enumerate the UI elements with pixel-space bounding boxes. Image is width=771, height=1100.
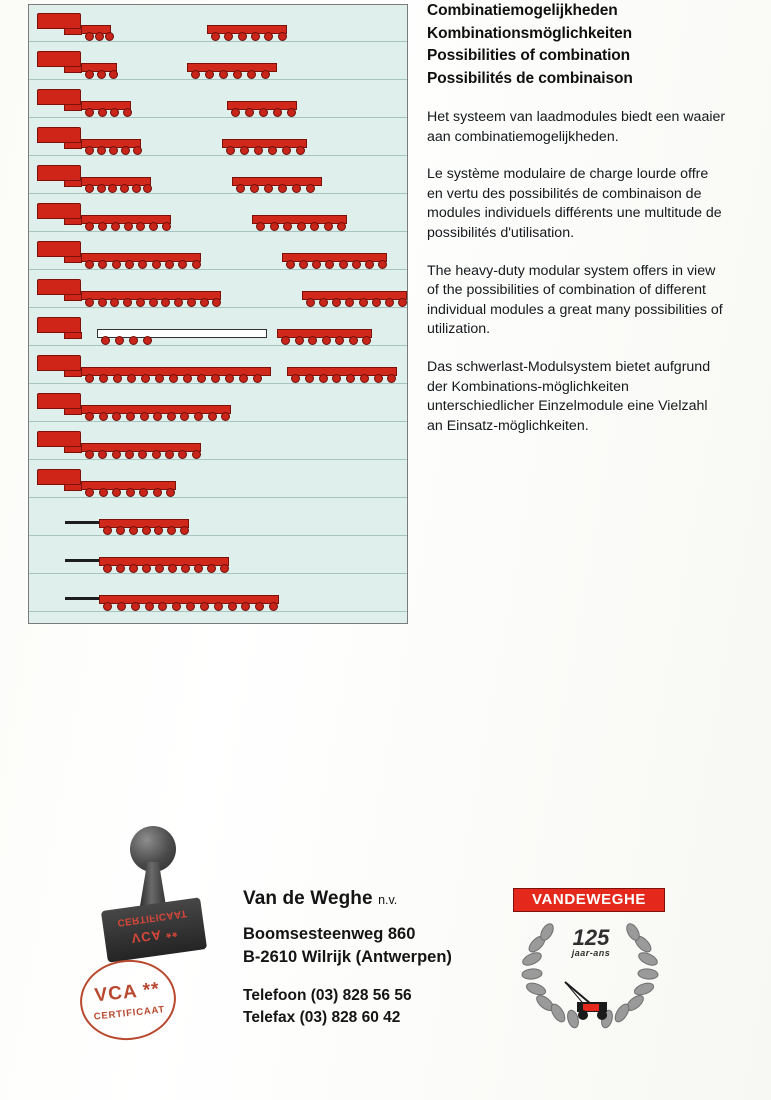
axle-wheel-icon: [180, 526, 189, 535]
axle-wheel-icon: [111, 222, 120, 231]
axle-wheel-icon: [141, 374, 150, 383]
axle-group: [101, 336, 157, 346]
axle-wheel-icon: [109, 70, 118, 79]
axle-wheel-icon: [116, 526, 125, 535]
axle-group: [85, 412, 235, 422]
axle-wheel-icon: [161, 298, 170, 307]
gooseneck-module: [37, 51, 81, 67]
combination-diagram-panel: [28, 4, 408, 624]
trailer-combination-row: [37, 239, 403, 269]
company-name: [243, 888, 503, 910]
axle-wheel-icon: [273, 108, 282, 117]
axle-wheel-icon: [181, 564, 190, 573]
gooseneck-module: [37, 393, 81, 409]
axle-wheel-icon: [127, 374, 136, 383]
axle-group: [103, 526, 193, 536]
axle-wheel-icon: [264, 184, 273, 193]
trailer-combination-row: [37, 277, 403, 307]
axle-wheel-icon: [145, 602, 154, 611]
vca-seal-sub: CERTIFICAAT: [93, 1004, 166, 1023]
axle-wheel-icon: [268, 146, 277, 155]
axle-group: [85, 450, 205, 460]
axle-wheel-icon: [162, 222, 171, 231]
axle-wheel-icon: [306, 298, 315, 307]
axle-group: [191, 70, 275, 80]
axle-wheel-icon: [287, 108, 296, 117]
paragraph-en: The heavy-duty modular system offers in view of the possibilities of combination of different individual modules a great many possibilities of utilization.: [427, 262, 723, 338]
axle-wheel-icon: [359, 298, 368, 307]
trailer-combination-row: [37, 353, 403, 383]
axle-wheel-icon: [349, 336, 358, 345]
axle-wheel-icon: [337, 222, 346, 231]
logo-banner: VANDEWEGHE: [513, 888, 665, 912]
vca-seal-main: VCA **: [93, 978, 161, 1007]
axle-group: [85, 298, 225, 308]
axle-wheel-icon: [332, 374, 341, 383]
gooseneck-module: [37, 355, 81, 371]
axle-wheel-icon: [85, 374, 94, 383]
axle-group: [226, 146, 310, 156]
gooseneck-module: [37, 127, 81, 143]
gooseneck-module: [37, 203, 81, 219]
headline-en: Possibilities of combination: [427, 47, 631, 64]
axle-wheel-icon: [129, 564, 138, 573]
axle-wheel-icon: [378, 260, 387, 269]
trailer-combination-row: [37, 467, 403, 497]
drawbar: [65, 597, 99, 600]
axle-wheel-icon: [152, 450, 161, 459]
axle-wheel-icon: [112, 412, 121, 421]
axle-wheel-icon: [324, 222, 333, 231]
axle-wheel-icon: [115, 336, 124, 345]
axle-wheel-icon: [292, 184, 301, 193]
axle-wheel-icon: [95, 32, 104, 41]
axle-wheel-icon: [85, 108, 94, 117]
axle-wheel-icon: [281, 336, 290, 345]
axle-wheel-icon: [112, 260, 121, 269]
axle-wheel-icon: [278, 184, 287, 193]
axle-wheel-icon: [224, 32, 233, 41]
anniversary-text: [541, 925, 641, 958]
axle-wheel-icon: [126, 412, 135, 421]
axle-group: [85, 146, 145, 156]
axle-wheel-icon: [254, 146, 263, 155]
axle-wheel-icon: [131, 602, 140, 611]
axle-wheel-icon: [117, 602, 126, 611]
axle-wheel-icon: [153, 488, 162, 497]
axle-group: [85, 222, 175, 232]
axle-wheel-icon: [99, 412, 108, 421]
axle-wheel-icon: [142, 564, 151, 573]
axle-wheel-icon: [140, 412, 149, 421]
axle-wheel-icon: [138, 260, 147, 269]
axle-group: [85, 374, 267, 384]
axle-wheel-icon: [166, 488, 175, 497]
vca-seal: [76, 955, 180, 1045]
axle-wheel-icon: [270, 222, 279, 231]
trailer-combination-row: [37, 505, 403, 535]
axle-wheel-icon: [278, 32, 287, 41]
axle-wheel-icon: [226, 146, 235, 155]
gooseneck-module: [37, 89, 81, 105]
axle-wheel-icon: [200, 602, 209, 611]
axle-wheel-icon: [299, 260, 308, 269]
axle-wheel-icon: [109, 146, 118, 155]
axle-wheel-icon: [129, 526, 138, 535]
axle-wheel-icon: [256, 222, 265, 231]
trailer-combination-row: [37, 49, 403, 79]
axle-wheel-icon: [225, 374, 234, 383]
drawbar: [65, 521, 99, 524]
axle-wheel-icon: [98, 108, 107, 117]
axle-wheel-icon: [85, 32, 94, 41]
axle-wheel-icon: [143, 336, 152, 345]
axle-wheel-icon: [110, 298, 119, 307]
axle-wheel-icon: [305, 374, 314, 383]
axle-wheel-icon: [197, 374, 206, 383]
axle-wheel-icon: [308, 336, 317, 345]
axle-wheel-icon: [186, 602, 195, 611]
axle-wheel-icon: [312, 260, 321, 269]
axle-wheel-icon: [332, 298, 341, 307]
axle-group: [85, 70, 121, 80]
paragraph-fr: Le système modulaire de charge lourde offre en vertu des possibilités de combinaison de modules individuels différents une multitude de possibilités d'utilisation.: [427, 166, 722, 241]
axle-group: [85, 488, 180, 498]
axle-wheel-icon: [123, 298, 132, 307]
axle-wheel-icon: [219, 70, 228, 79]
axle-wheel-icon: [325, 260, 334, 269]
company-name-text: Van de Weghe: [243, 888, 373, 909]
axle-wheel-icon: [132, 184, 141, 193]
gooseneck-module: [37, 165, 81, 181]
axle-wheel-icon: [228, 602, 237, 611]
axle-wheel-icon: [200, 298, 209, 307]
axle-wheel-icon: [385, 298, 394, 307]
trailer-combination-row: [37, 429, 403, 459]
axle-wheel-icon: [142, 526, 151, 535]
headline-block: [427, 0, 727, 90]
axle-wheel-icon: [85, 222, 94, 231]
axle-wheel-icon: [261, 70, 270, 79]
axle-wheel-icon: [85, 298, 94, 307]
axle-group: [85, 260, 205, 270]
company-contact: [243, 985, 503, 1029]
axle-wheel-icon: [172, 602, 181, 611]
text-column: [427, 0, 727, 451]
trailer-combination-row: [37, 581, 403, 611]
axle-wheel-icon: [178, 260, 187, 269]
axle-group: [103, 564, 233, 574]
axle-wheel-icon: [85, 70, 94, 79]
axle-wheel-icon: [239, 374, 248, 383]
company-details: [243, 888, 503, 1029]
axle-wheel-icon: [152, 260, 161, 269]
axle-wheel-icon: [97, 146, 106, 155]
axle-group: [231, 108, 301, 118]
axle-group: [103, 602, 283, 612]
axle-wheel-icon: [112, 488, 121, 497]
stamp-certificaat-text: CERTIFICAAT: [116, 907, 188, 928]
axle-group: [236, 184, 320, 194]
axle-wheel-icon: [103, 526, 112, 535]
axle-wheel-icon: [103, 564, 112, 573]
axle-wheel-icon: [85, 488, 94, 497]
axle-wheel-icon: [85, 412, 94, 421]
axle-wheel-icon: [143, 184, 152, 193]
trailer-combination-row: [37, 391, 403, 421]
axle-wheel-icon: [362, 336, 371, 345]
axle-wheel-icon: [387, 374, 396, 383]
axle-group: [291, 374, 401, 384]
axle-wheel-icon: [123, 108, 132, 117]
axle-wheel-icon: [339, 260, 348, 269]
axle-wheel-icon: [322, 336, 331, 345]
axle-wheel-icon: [269, 602, 278, 611]
drawbar: [65, 559, 99, 562]
axle-wheel-icon: [101, 336, 110, 345]
axle-wheel-icon: [240, 146, 249, 155]
stamp-base-icon: [101, 897, 207, 962]
axle-wheel-icon: [169, 374, 178, 383]
axle-wheel-icon: [211, 374, 220, 383]
axle-wheel-icon: [253, 374, 262, 383]
headline-nl: Combinatiemogelijkheden: [427, 2, 618, 19]
address-line-2: B-2610 Wilrijk (Antwerpen): [243, 948, 452, 966]
axle-wheel-icon: [345, 298, 354, 307]
axle-wheel-icon: [108, 184, 117, 193]
axle-wheel-icon: [259, 108, 268, 117]
gooseneck-module: [37, 241, 81, 257]
axle-group: [256, 222, 351, 232]
axle-wheel-icon: [365, 260, 374, 269]
axle-wheel-icon: [165, 450, 174, 459]
anniversary-number: 125: [572, 925, 610, 950]
trailer-combination-row: [37, 163, 403, 193]
axle-wheel-icon: [207, 564, 216, 573]
axle-wheel-icon: [98, 260, 107, 269]
axle-wheel-icon: [138, 450, 147, 459]
phone-number: Telefoon (03) 828 56 56: [243, 987, 412, 1004]
axle-wheel-icon: [192, 450, 201, 459]
axle-wheel-icon: [208, 412, 217, 421]
axle-wheel-icon: [178, 450, 187, 459]
axle-wheel-icon: [291, 374, 300, 383]
axle-wheel-icon: [149, 222, 158, 231]
axle-wheel-icon: [124, 222, 133, 231]
axle-wheel-icon: [126, 488, 135, 497]
axle-wheel-icon: [99, 488, 108, 497]
axle-group: [85, 32, 115, 42]
axle-wheel-icon: [231, 108, 240, 117]
axle-wheel-icon: [125, 450, 134, 459]
axle-wheel-icon: [168, 564, 177, 573]
axle-wheel-icon: [233, 70, 242, 79]
axle-wheel-icon: [255, 602, 264, 611]
axle-wheel-icon: [221, 412, 230, 421]
axle-wheel-icon: [286, 260, 295, 269]
axle-wheel-icon: [113, 374, 122, 383]
axle-wheel-icon: [319, 374, 328, 383]
gooseneck-module: [37, 279, 81, 295]
axle-wheel-icon: [352, 260, 361, 269]
axle-wheel-icon: [149, 298, 158, 307]
trailer-combination-row: [37, 11, 403, 41]
trailer-combination-row: [37, 315, 403, 345]
axle-wheel-icon: [180, 412, 189, 421]
diagram-rule: [29, 535, 407, 536]
axle-wheel-icon: [264, 32, 273, 41]
axle-group: [286, 260, 391, 270]
axle-wheel-icon: [297, 222, 306, 231]
company-legal-form: n.v.: [378, 893, 398, 907]
axle-wheel-icon: [85, 450, 94, 459]
axle-wheel-icon: [153, 412, 162, 421]
axle-wheel-icon: [154, 526, 163, 535]
vca-stamp-graphic: [78, 820, 228, 1070]
footer: [0, 810, 771, 1090]
trailer-combination-row: [37, 201, 403, 231]
fax-number: Telefax (03) 828 60 42: [243, 1009, 401, 1026]
axle-wheel-icon: [98, 222, 107, 231]
axle-wheel-icon: [155, 374, 164, 383]
trailer-combination-row: [37, 87, 403, 117]
axle-wheel-icon: [241, 602, 250, 611]
address-line-1: Boomsesteenweg 860: [243, 925, 416, 943]
trailer-combination-row: [37, 125, 403, 155]
axle-wheel-icon: [247, 70, 256, 79]
axle-wheel-icon: [360, 374, 369, 383]
axle-wheel-icon: [191, 70, 200, 79]
axle-wheel-icon: [194, 564, 203, 573]
axle-wheel-icon: [99, 374, 108, 383]
axle-wheel-icon: [306, 184, 315, 193]
axle-group: [85, 108, 135, 118]
axle-wheel-icon: [167, 412, 176, 421]
axle-wheel-icon: [136, 298, 145, 307]
axle-wheel-icon: [98, 298, 107, 307]
axle-wheel-icon: [125, 260, 134, 269]
axle-wheel-icon: [120, 184, 129, 193]
axle-wheel-icon: [251, 32, 260, 41]
axle-wheel-icon: [205, 70, 214, 79]
axle-group: [281, 336, 376, 346]
axle-wheel-icon: [103, 602, 112, 611]
company-address: [243, 923, 503, 969]
axle-wheel-icon: [97, 184, 106, 193]
axle-group: [85, 184, 155, 194]
axle-wheel-icon: [282, 146, 291, 155]
vandeweghe-logo: [505, 888, 680, 1038]
paragraph-de: Das schwerlast-Modulsystem bietet aufgrund der Kombinations-möglichkeiten unterschiedlicher Einzelmodule eine Vielzahl an Einsatz-möglichkeiten.: [427, 358, 711, 434]
axle-wheel-icon: [372, 298, 381, 307]
axle-wheel-icon: [194, 412, 203, 421]
gooseneck-module: [37, 317, 81, 333]
axle-wheel-icon: [296, 146, 305, 155]
axle-wheel-icon: [121, 146, 130, 155]
axle-wheel-icon: [116, 564, 125, 573]
axle-wheel-icon: [319, 298, 328, 307]
axle-group: [306, 298, 408, 308]
axle-wheel-icon: [283, 222, 292, 231]
stamp-vca-text: VCA **: [130, 924, 179, 947]
axle-wheel-icon: [250, 184, 259, 193]
axle-wheel-icon: [139, 488, 148, 497]
axle-wheel-icon: [129, 336, 138, 345]
headline-de: Kombinationsmöglichkeiten: [427, 24, 633, 42]
axle-wheel-icon: [136, 222, 145, 231]
axle-wheel-icon: [335, 336, 344, 345]
axle-group: [211, 32, 291, 42]
axle-wheel-icon: [211, 32, 220, 41]
axle-wheel-icon: [238, 32, 247, 41]
axle-wheel-icon: [183, 374, 192, 383]
axle-wheel-icon: [212, 298, 221, 307]
axle-wheel-icon: [133, 146, 142, 155]
crane-truck-icon: [557, 976, 627, 1022]
trailer-combination-row: [37, 543, 403, 573]
axle-wheel-icon: [214, 602, 223, 611]
axle-wheel-icon: [98, 450, 107, 459]
axle-wheel-icon: [97, 70, 106, 79]
gooseneck-module: [37, 13, 81, 29]
axle-wheel-icon: [220, 564, 229, 573]
axle-wheel-icon: [167, 526, 176, 535]
axle-wheel-icon: [310, 222, 319, 231]
gooseneck-module: [37, 469, 81, 485]
axle-wheel-icon: [187, 298, 196, 307]
axle-wheel-icon: [112, 450, 121, 459]
anniversary-unit: jaar-ans: [571, 948, 611, 958]
axle-wheel-icon: [174, 298, 183, 307]
axle-wheel-icon: [155, 564, 164, 573]
axle-wheel-icon: [158, 602, 167, 611]
axle-wheel-icon: [295, 336, 304, 345]
axle-wheel-icon: [236, 184, 245, 193]
gooseneck-module: [37, 431, 81, 447]
axle-wheel-icon: [85, 146, 94, 155]
axle-wheel-icon: [346, 374, 355, 383]
axle-wheel-icon: [85, 260, 94, 269]
axle-wheel-icon: [374, 374, 383, 383]
axle-wheel-icon: [85, 184, 94, 193]
axle-wheel-icon: [192, 260, 201, 269]
axle-wheel-icon: [110, 108, 119, 117]
axle-wheel-icon: [245, 108, 254, 117]
headline-fr: Possibilités de combinaison: [427, 69, 633, 87]
paragraph-nl: Het systeem van laadmodules biedt een waaier aan combinatiemogelijkheden.: [427, 109, 726, 145]
axle-wheel-icon: [165, 260, 174, 269]
diagram-canvas: [29, 5, 407, 623]
axle-wheel-icon: [398, 298, 407, 307]
axle-wheel-icon: [105, 32, 114, 41]
